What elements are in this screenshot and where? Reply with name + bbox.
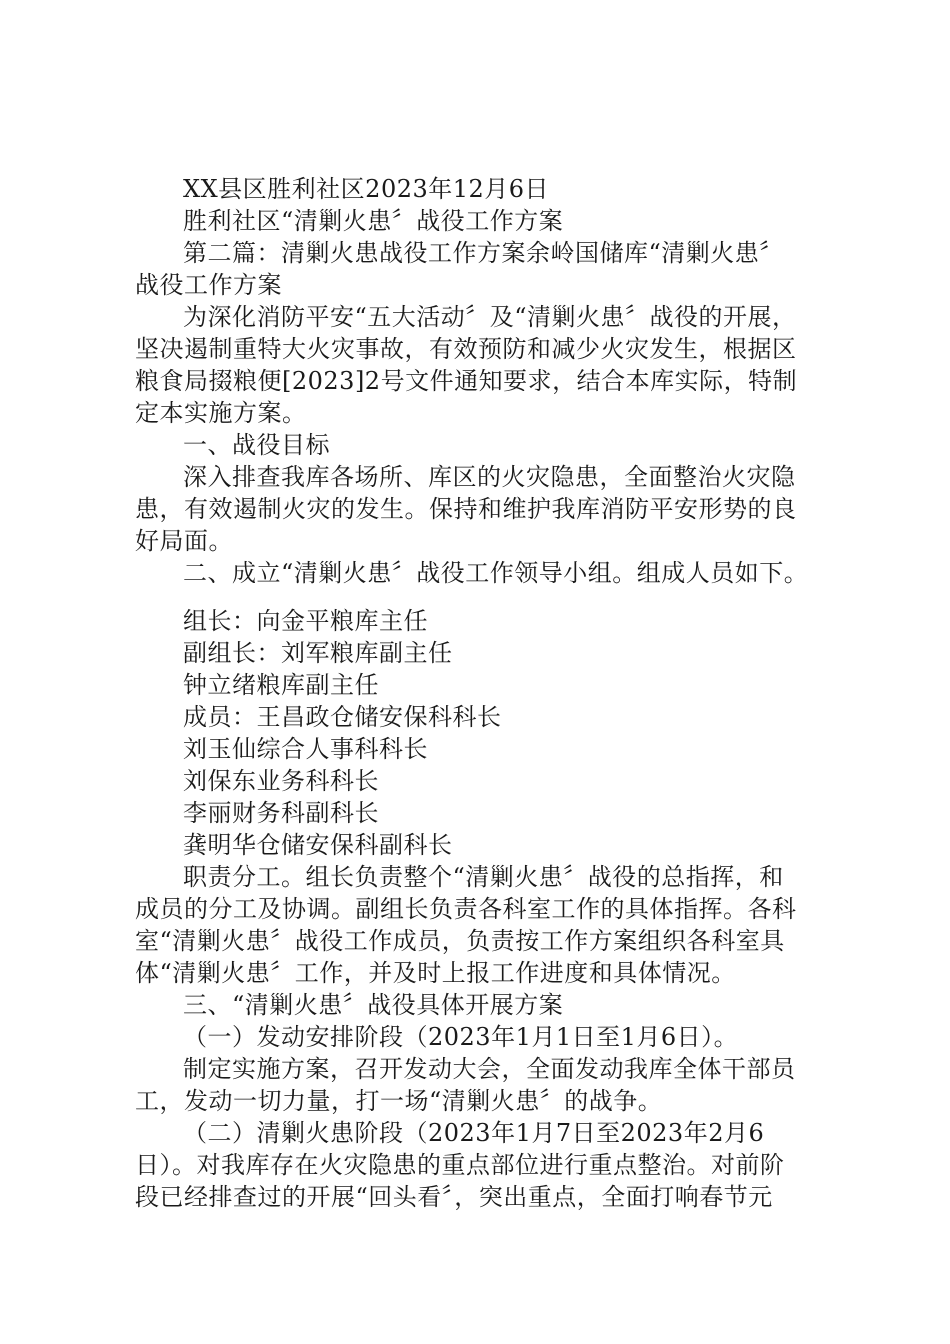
paragraph-line: 坚决遏制重特大火灾事故，有效预防和减少火灾发生，根据区 bbox=[135, 335, 797, 363]
member-line: 钟立绪粮库副主任 bbox=[183, 671, 379, 699]
paragraph-line: 工，发动一切力量，打一场“清剿火患〞的战争。 bbox=[135, 1087, 663, 1115]
paragraph-line: 成员的分工及协调。副组长负责各科室工作的具体指挥。各科 bbox=[135, 895, 797, 923]
paragraph-line: 好局面。 bbox=[135, 527, 233, 555]
subsection-heading: （二）清剿火患阶段（2023年1月7日至2023年2月6 bbox=[183, 1119, 765, 1147]
member-line: 副组长：刘军粮库副主任 bbox=[183, 639, 453, 667]
paragraph-line: 段已经排查过的开展“回头看〞，突出重点，全面打响春节元 bbox=[135, 1183, 773, 1211]
paragraph-line: 定本实施方案。 bbox=[135, 399, 307, 427]
member-line: 刘保东业务科科长 bbox=[183, 767, 379, 795]
paragraph-line: 为深化消防平安“五大活动〞及“清剿火患〞战役的开展， bbox=[183, 303, 797, 331]
paragraph-line: 职责分工。组长负责整个“清剿火患〞战役的总指挥，和 bbox=[183, 863, 784, 891]
member-line: 李丽财务科副科长 bbox=[183, 799, 379, 827]
subsection-heading: （一）发动安排阶段（2023年1月1日至1月6日）。 bbox=[183, 1023, 739, 1051]
member-line: 成员：王昌政仓储安保科科长 bbox=[183, 703, 502, 731]
section-heading: 二、成立“清剿火患〞战役工作领导小组。组成人员如下。 bbox=[183, 559, 809, 587]
paragraph-line: 体“清剿火患〞工作，并及时上报工作进度和具体情况。 bbox=[135, 959, 736, 987]
paragraph-line: 日）。对我库存在火灾隐患的重点部位进行重点整治。对前阶 bbox=[135, 1151, 785, 1179]
paragraph-line: 患，有效遏制火灾的发生。保持和维护我库消防平安形势的良 bbox=[135, 495, 797, 523]
section-heading: 三、“清剿火患〞战役具体开展方案 bbox=[183, 991, 564, 1019]
chapter-heading-cont: 战役工作方案 bbox=[135, 271, 282, 299]
member-line: 龚明华仓储安保科副科长 bbox=[183, 831, 453, 859]
member-line: 组长：向金平粮库主任 bbox=[183, 607, 428, 635]
date-line: XX县区胜利社区2023年12月6日 bbox=[183, 175, 550, 203]
section-heading: 一、战役目标 bbox=[183, 431, 330, 459]
paragraph-line: 室“清剿火患〞战役工作成员，负责按工作方案组织各科室具 bbox=[135, 927, 785, 955]
title-line: 胜利社区“清剿火患〞战役工作方案 bbox=[183, 207, 564, 235]
member-line: 刘玉仙综合人事科科长 bbox=[183, 735, 428, 763]
chapter-heading: 第二篇：清剿火患战役工作方案余岭国储库“清剿火患〞 bbox=[183, 239, 784, 267]
paragraph-line: 深入排查我库各场所、库区的火灾隐患，全面整治火灾隐 bbox=[183, 463, 796, 491]
paragraph-line: 粮食局掇粮便[2023]2号文件通知要求，结合本库实际，特制 bbox=[135, 367, 798, 395]
paragraph-line: 制定实施方案，召开发动大会，全面发动我库全体干部员 bbox=[183, 1055, 796, 1083]
